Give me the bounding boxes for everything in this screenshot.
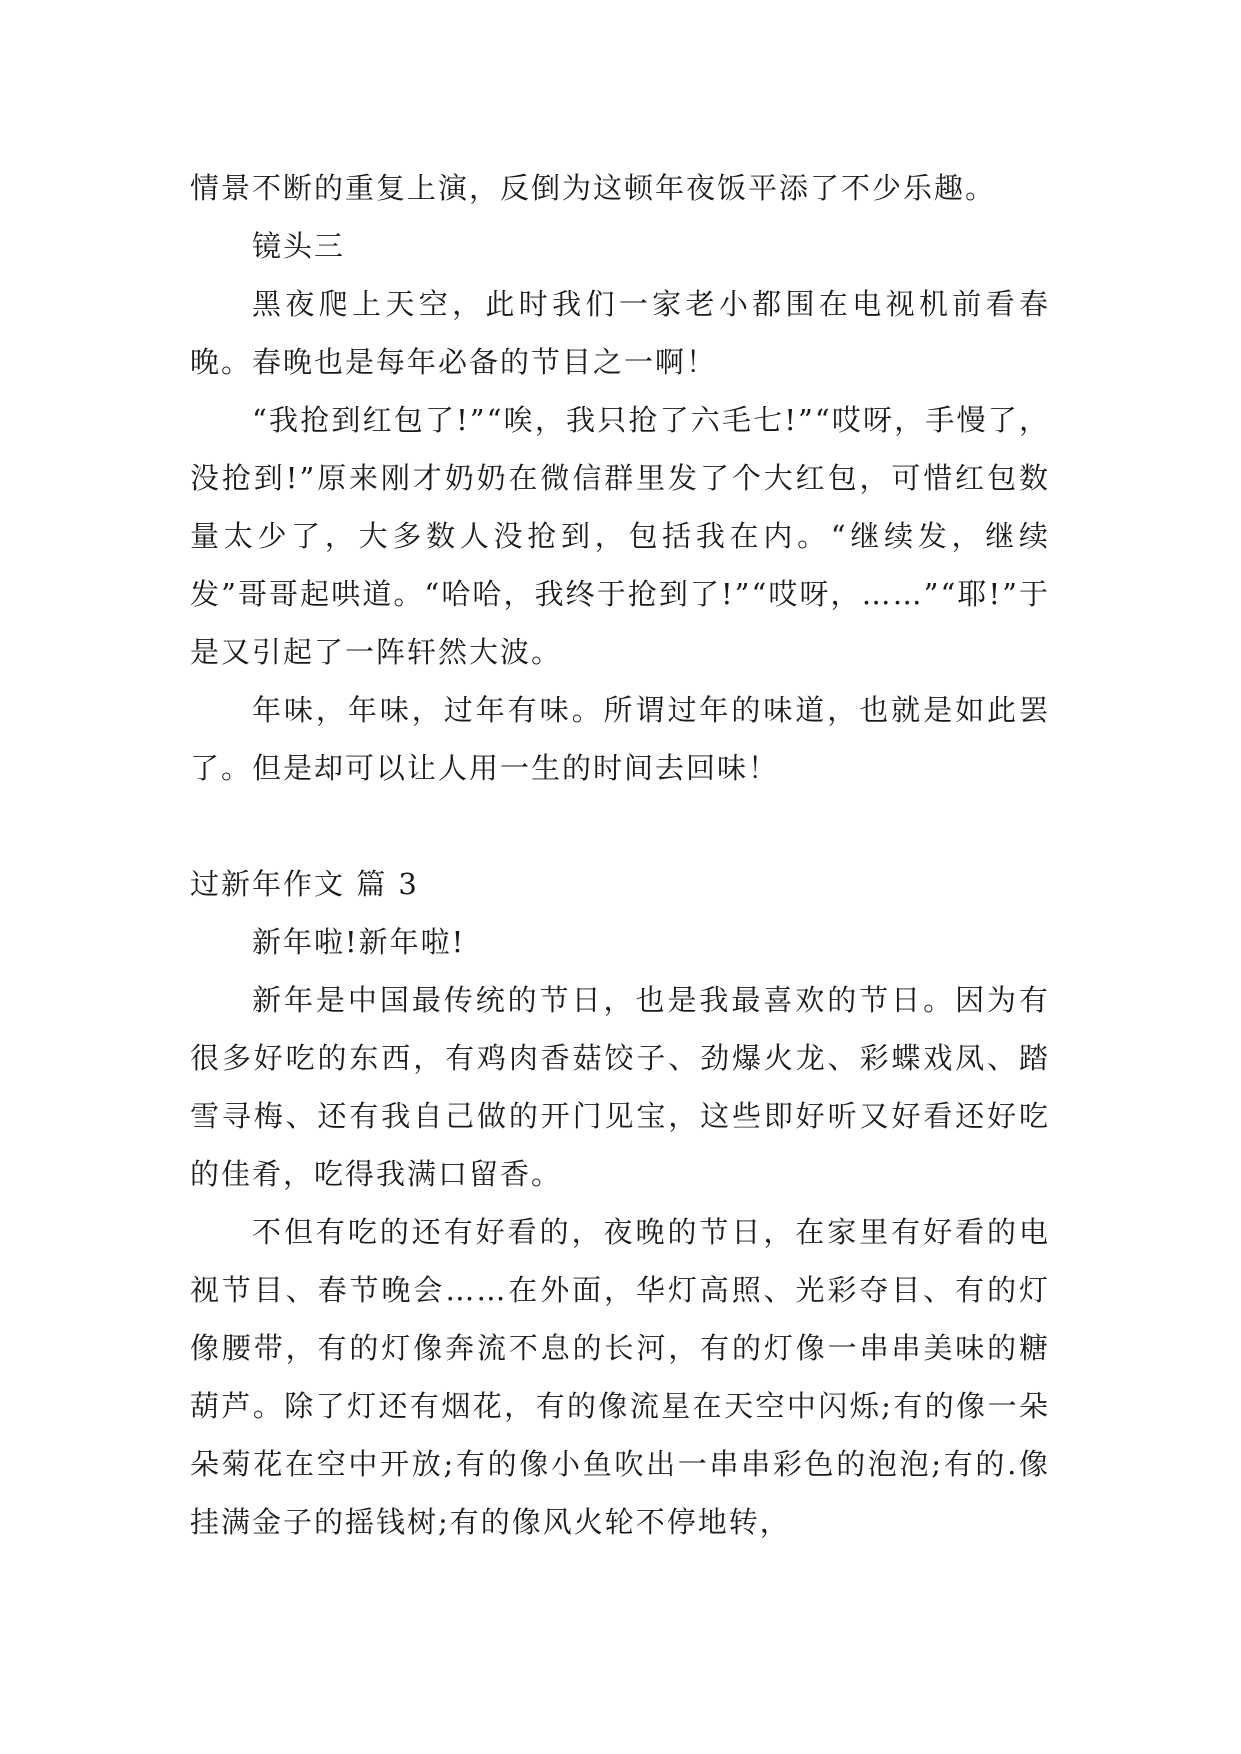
paragraph-traditional-festival: 新年是中国最传统的节日，也是我最喜欢的节日。因为有很多好吃的东西，有鸡肉香菇饺子、劲爆火龙、彩蝶戏凤、踏雪寻梅、还有我自己做的开门见宝，这些即好听又好看还好吃的佳肴，吃得我满口留香。: [190, 983, 1050, 1191]
paragraph-lights-fireworks: 不但有吃的还有好看的，夜晚的节日，在家里有好看的电视节目、春节晚会……在外面，华灯高照、光彩夺目、有的灯像腰带，有的灯像奔流不息的长河，有的灯像一串串美味的糖葫芦。除了灯还有烟花，有的像流星在天空中闪烁;有的像一朵朵菊花在空中开放;有的像小鱼吹出一串串彩色的泡泡;有的.像挂满金子的摇钱树;有的像风火轮不停地转，: [190, 1215, 1050, 1539]
paragraph-continuation: 情景不断的重复上演，反倒为这顿年夜饭平添了不少乐趣。: [190, 171, 997, 205]
section-title: 过新年作文 篇 3: [190, 867, 419, 901]
paragraph-new-year-flavor: 年味，年味，过年有味。所谓过年的味道，也就是如此罢了。但是却可以让人用一生的时间去回味！: [190, 693, 1050, 785]
paragraph-red-envelope: “我抢到红包了!”“唉，我只抢了六毛七!”“哎呀，手慢了，没抢到!”原来刚才奶奶在微信群里发了个大红包，可惜红包数量太少了，大多数人没抢到，包括我在内。“继续发，继续发”哥哥起哄道。“哈哈，我终于抢到了!”“哎呀，……”“耶!”于是又引起了一阵轩然大波。: [190, 403, 1050, 669]
paragraph-spring-gala: 黑夜爬上天空，此时我们一家老小都围在电视机前看春晚。春晚也是每年必备的节目之一啊！: [190, 287, 1050, 379]
paragraph-new-year-cheer: 新年啦!新年啦!: [252, 925, 466, 959]
document-body: [190, 159, 1050, 1551]
subheading-scene-three: 镜头三: [252, 229, 346, 263]
